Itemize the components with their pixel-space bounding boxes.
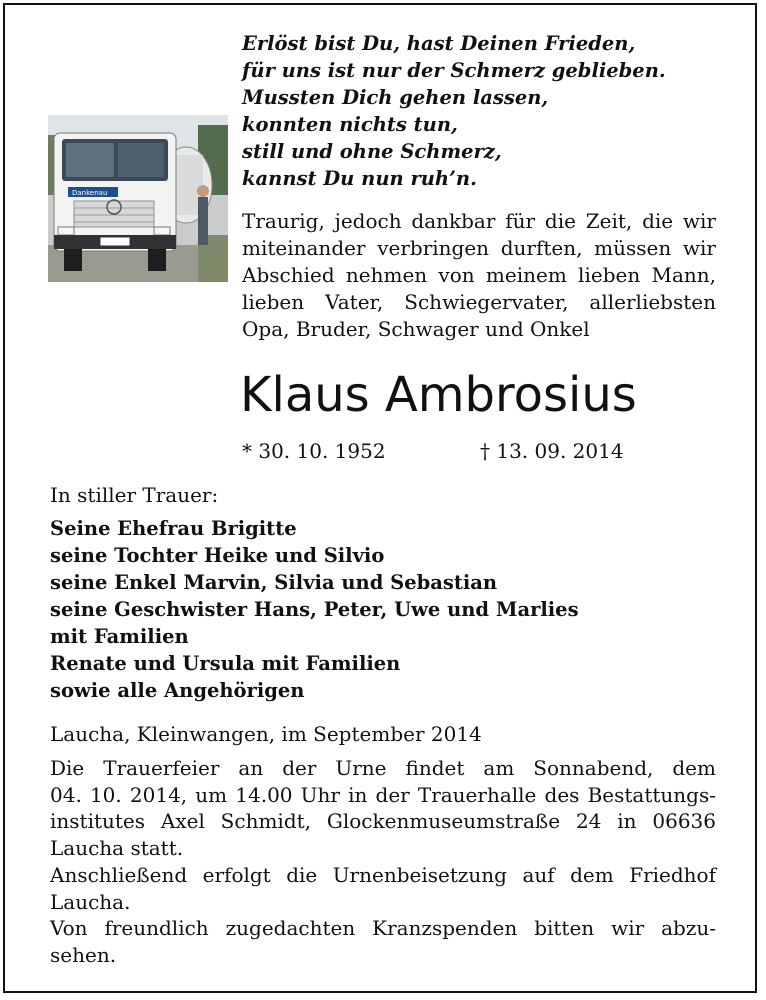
details-line: Von freundlich zugedachten Kranzspenden bitten wir abzu- (50, 916, 716, 941)
details-line: Anschließend erfolgt die Urnenbeisetzung auf dem Friedhof (50, 862, 716, 887)
details-line: Laucha statt. (50, 836, 184, 861)
mourner-line: Seine Ehefrau Brigitte (50, 517, 297, 540)
intro-line: Abschied nehmen von meinem lieben Mann, (242, 263, 716, 287)
poem-line: kannst Du nun ruh’n. (242, 167, 477, 190)
details-line: 04. 10. 2014, um 14.00 Uhr in der Trauerhalle des Bestattungs- (50, 782, 716, 807)
details-line: sehen. (50, 942, 117, 967)
mourner-line: sowie alle Angehörigen (50, 679, 305, 702)
mourners-list (50, 515, 579, 704)
truck-logo-text: Dankenau (72, 189, 108, 197)
birth-date: * 30. 10. 1952 (242, 439, 386, 463)
intro-line: miteinander verbringen durften, müssen wir (242, 236, 716, 260)
poem-line: konnten nichts tun, (242, 113, 458, 136)
poem-line: Erlöst bist Du, hast Deinen Frieden, (242, 32, 636, 55)
mourner-line: seine Geschwister Hans, Peter, Uwe und Marlies (50, 598, 579, 621)
intro-line: Opa, Bruder, Schwager und Onkel (242, 317, 590, 341)
funeral-details (50, 755, 716, 969)
details-line: institutes Axel Schmidt, Glockenmuseumstraße 24 in 06636 (50, 809, 716, 834)
intro-line: Traurig, jedoch dankbar für die Zeit, die wir (242, 209, 716, 233)
mourning-label: In stiller Trauer: (50, 483, 219, 507)
mourner-line: mit Familien (50, 625, 189, 648)
details-line: Die Trauerfeier an der Urne findet am Sonnabend, dem (50, 756, 716, 780)
intro-line: lieben Vater, Schwiegervater, allerliebsten (242, 290, 716, 314)
mourner-line: seine Enkel Marvin, Silvia und Sebastian (50, 571, 498, 594)
intro-text (242, 208, 716, 343)
details-line: Laucha. (50, 889, 131, 914)
poem (242, 30, 666, 192)
mourner-line: seine Tochter Heike und Silvio (50, 544, 385, 567)
mourner-line: Renate und Ursula mit Familien (50, 652, 401, 675)
poem-line: Mussten Dich gehen lassen, (242, 86, 549, 109)
poem-line: still und ohne Schmerz, (242, 140, 502, 163)
death-date: † 13. 09. 2014 (480, 439, 624, 463)
truck-photo (48, 115, 228, 282)
truck-illustration (48, 115, 228, 282)
place-date: Laucha, Kleinwangen, im September 2014 (50, 722, 482, 746)
deceased-name: Klaus Ambrosius (240, 367, 637, 423)
poem-line: für uns ist nur der Schmerz geblieben. (242, 59, 666, 82)
